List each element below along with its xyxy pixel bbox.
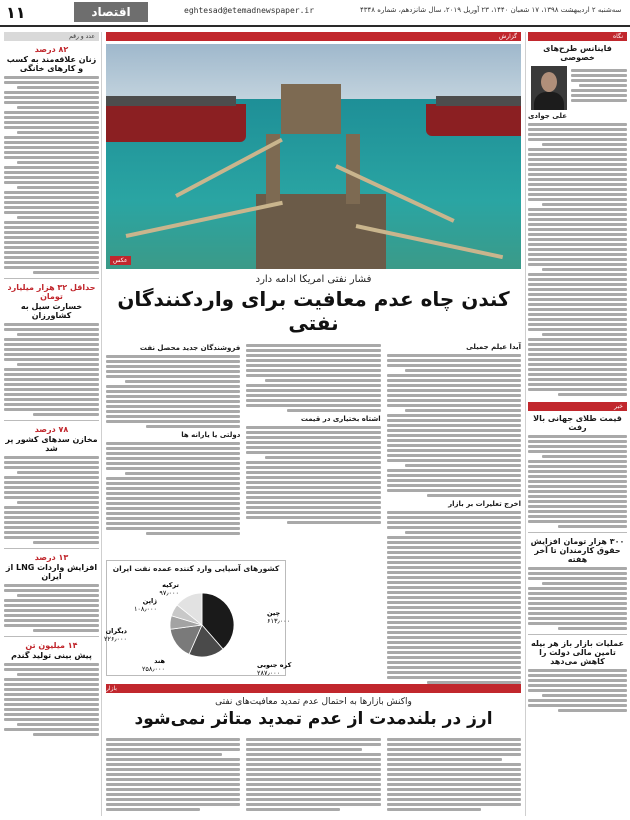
article-subhead: اخرج تعلیرات بر بازار [448,500,521,508]
opinion-column [525,32,627,816]
article-column [387,341,521,687]
article-subhead: فروشندگان جدید محصل نفت [139,344,241,352]
figure-value: ۱۳ درصد [34,553,69,562]
market-tag: بازار [106,684,521,693]
slice-label-1: کره جنوبی [257,661,292,669]
figure-value: ۷۸ درصد [34,425,69,434]
figures-tag: عدد و رقم [4,32,99,41]
figure-title: افزایش واردات LNG از ایران [5,563,98,581]
body-text [4,76,99,274]
body-text [4,663,99,736]
article-subhead: اشتاه بختیاری در قیمت [300,415,381,423]
lower-story [106,684,521,814]
divider [4,420,99,421]
photo-credit: عکس [110,256,131,265]
opinion-title[interactable]: فاینانس طرح‌های خصوصی [543,44,612,62]
slice-label-0: چین [267,609,281,617]
byline: آیدا عیلم جمیلی [466,343,521,351]
news-tag: خبر [528,402,627,411]
slice-value-2: ۲۵۸٫۰۰۰ [141,665,165,673]
email-address[interactable]: eghtesad@etemadnewspaper.ir [184,6,315,15]
figure-item [4,45,99,274]
lower-headline[interactable]: ارز در بلندمدت از عدم تمدید متاثر نمی‌شود [134,709,493,729]
section-label: اقتصاد [74,2,148,22]
article-subhead: دولتی یا یارانه ها [181,431,241,439]
issue-dateline: سه‌شنبه ۲ اردیبهشت ۱۳۹۸، ۱۷ شعبان ۱۴۴۰، ۲۳ آوریل ۲۰۱۹، سال شانزدهم، شماره ۴۳۴۸ [360,6,622,14]
news-title[interactable]: ۳۰۰ هزار تومان افزایش حقوق کارمندان تا آخر هفته [530,537,625,564]
body-text [4,456,99,544]
figure-value: ۸۲ درصد [34,45,69,54]
body-text [4,584,99,632]
chart-title: کشورهای آسیایی وارد کننده عمده نفت ایران [112,564,280,573]
report-tag: گزارش [106,32,521,41]
lower-article [106,735,521,814]
figures-column [4,32,102,816]
figure-value: حداقل ۳۲ هزار میلیارد تومان [7,283,96,301]
figure-item [4,553,99,632]
author-name: علی جوادی [528,112,567,120]
news-title[interactable]: عملیات بازار باز هر بیله تامین مالی دولت را کاهش می‌دهد [530,639,625,666]
opinion-tag: نگاه [528,32,627,41]
slice-label-5: دیگران [105,627,127,635]
figure-title: مخازن سدهای کشور پر شد [5,435,98,453]
oil-imports-chart [103,560,292,677]
author-avatar [531,66,567,110]
slice-label-3: ژاپن [142,597,157,605]
slice-value-4: ۹۷٫۰۰۰ [159,589,179,597]
figure-item [4,283,99,416]
slice-label-2: هند [154,657,165,665]
figure-title: زنان علاقه‌مند به کسب و کارهای خانگی [6,55,97,73]
oil-terminal-photo [106,44,521,269]
figure-title: پیش بینی تولید گندم [11,651,92,660]
divider [4,548,99,549]
body-text [4,323,99,416]
figure-title: خسارت سیل به کشاورزان [20,302,83,320]
main-headline[interactable]: کندن چاه عدم معافیت برای واردکنندگان نفتی [117,287,510,335]
divider [4,278,99,279]
page-number: ۱۱ [6,3,26,22]
figure-item [4,425,99,544]
slice-value-0: ۶۱۳٫۰۰۰ [267,617,291,625]
author-box [528,66,627,120]
slice-value-5: ۲۲۶٫۰۰۰ [103,635,127,643]
lower-kicker: واکنش بازارها به احتمال عدم تمدید معافیت‌های نفتی [215,697,412,707]
figure-value: ۱۴ میلیون تن [25,641,78,650]
pie-chart [103,575,292,677]
slice-label-4: ترکیه [162,581,179,589]
slice-value-3: ۱۰۸٫۰۰۰ [133,605,157,613]
figure-item [4,641,99,736]
page-header [0,0,630,27]
divider [4,636,99,637]
slice-value-1: ۲۸۷٫۰۰۰ [257,669,281,677]
main-kicker: فشار نفتی امریکا ادامه دارد [255,274,372,285]
news-title[interactable]: قیمت طلای جهانی بالا رفت [533,414,622,432]
